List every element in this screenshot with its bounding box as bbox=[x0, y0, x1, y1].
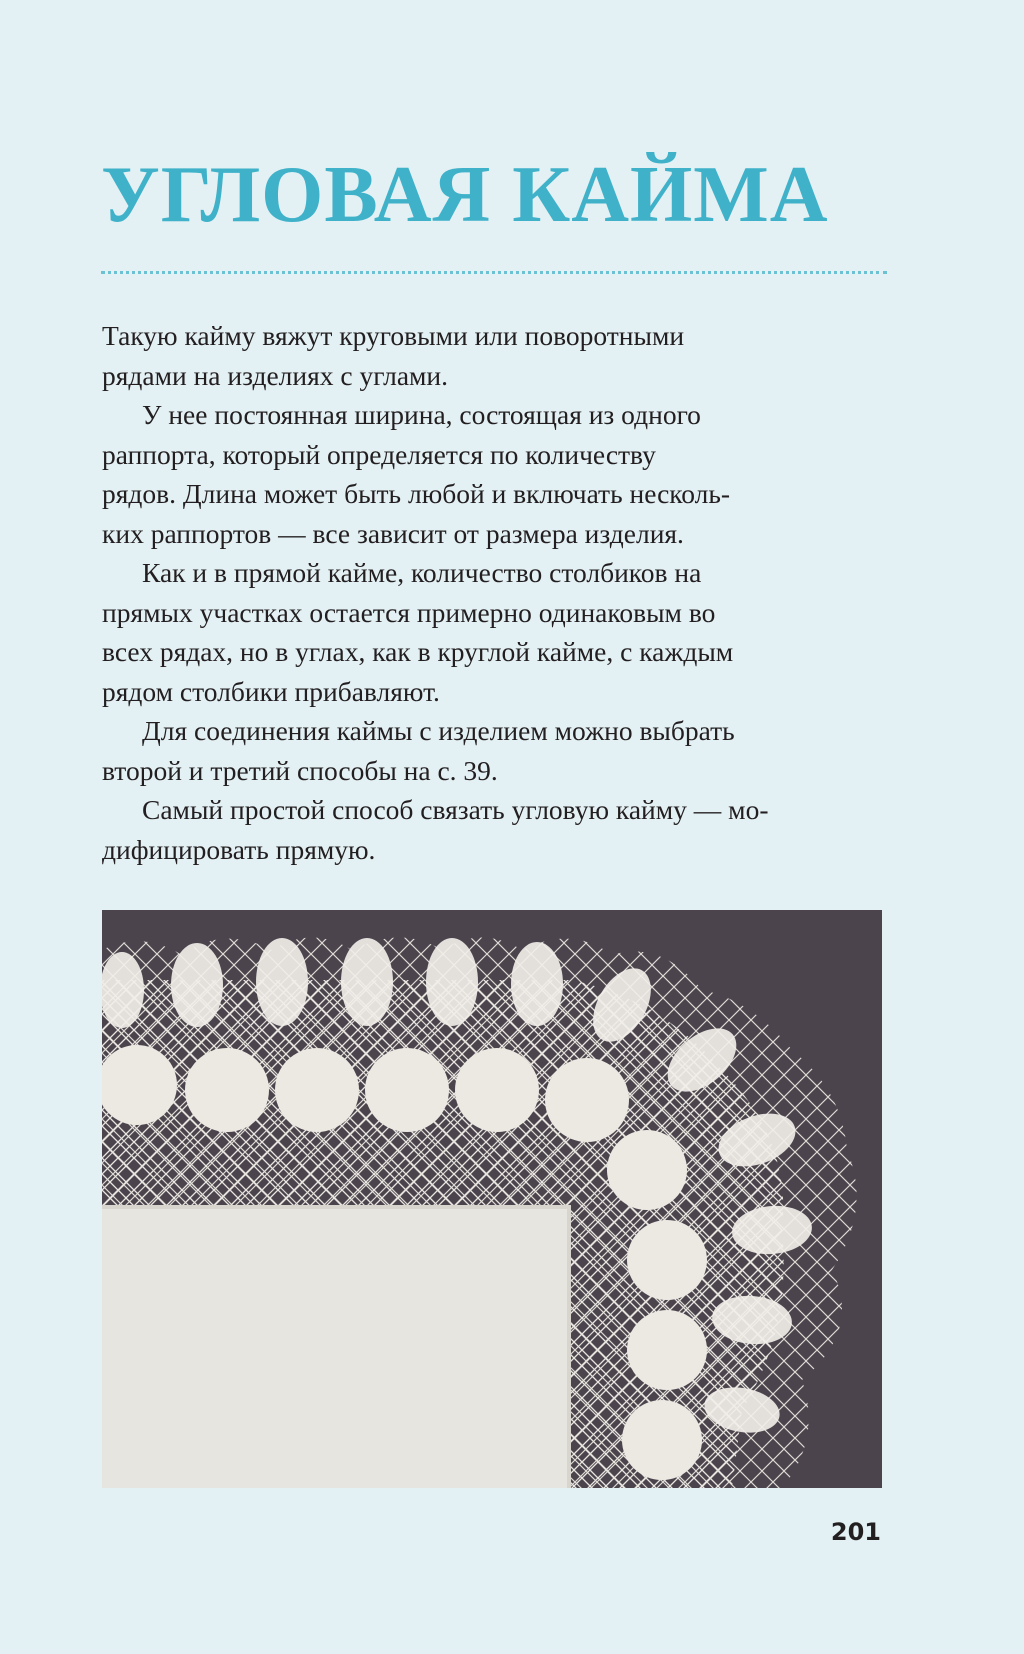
linen-fabric bbox=[102, 1207, 569, 1488]
text-line: Самый простой способ связать угловую кайму — мо- bbox=[142, 794, 769, 825]
text-line: Такую кайму вяжут круговыми или поворотными bbox=[102, 320, 685, 351]
page-title: УГЛОВАЯ КАЙМА bbox=[101, 151, 829, 239]
text-line: У нее постоянная ширина, состоящая из одного bbox=[142, 399, 701, 430]
text-line: прямых участках остается примерно одинаковым во bbox=[102, 596, 716, 628]
text-line: второй и третий способы на с. 39. bbox=[102, 754, 498, 786]
lace-corner-photo bbox=[102, 910, 882, 1488]
text-line: ких раппортов — все зависит от размера изделия. bbox=[102, 517, 684, 549]
text-line: Для соединения каймы с изделием можно выбрать bbox=[142, 715, 735, 746]
lace-illustration bbox=[102, 910, 882, 1488]
text-line: раппорта, который определяется по количеству bbox=[102, 438, 656, 470]
text-line: Как и в прямой кайме, количество столбиков на bbox=[142, 557, 702, 588]
text-line: рядами на изделиях с углами. bbox=[102, 359, 449, 391]
dotted-divider bbox=[101, 271, 887, 274]
text-line: всех рядах, но в углах, как в круглой кайме, с каждым bbox=[102, 636, 734, 667]
body-text bbox=[102, 316, 888, 869]
text-line: рядом столбики прибавляют. bbox=[102, 675, 440, 707]
text-line: рядов. Длина может быть любой и включать несколь- bbox=[102, 478, 731, 509]
text-line: дифицировать прямую. bbox=[102, 833, 376, 865]
page-number: 201 bbox=[830, 1518, 881, 1546]
